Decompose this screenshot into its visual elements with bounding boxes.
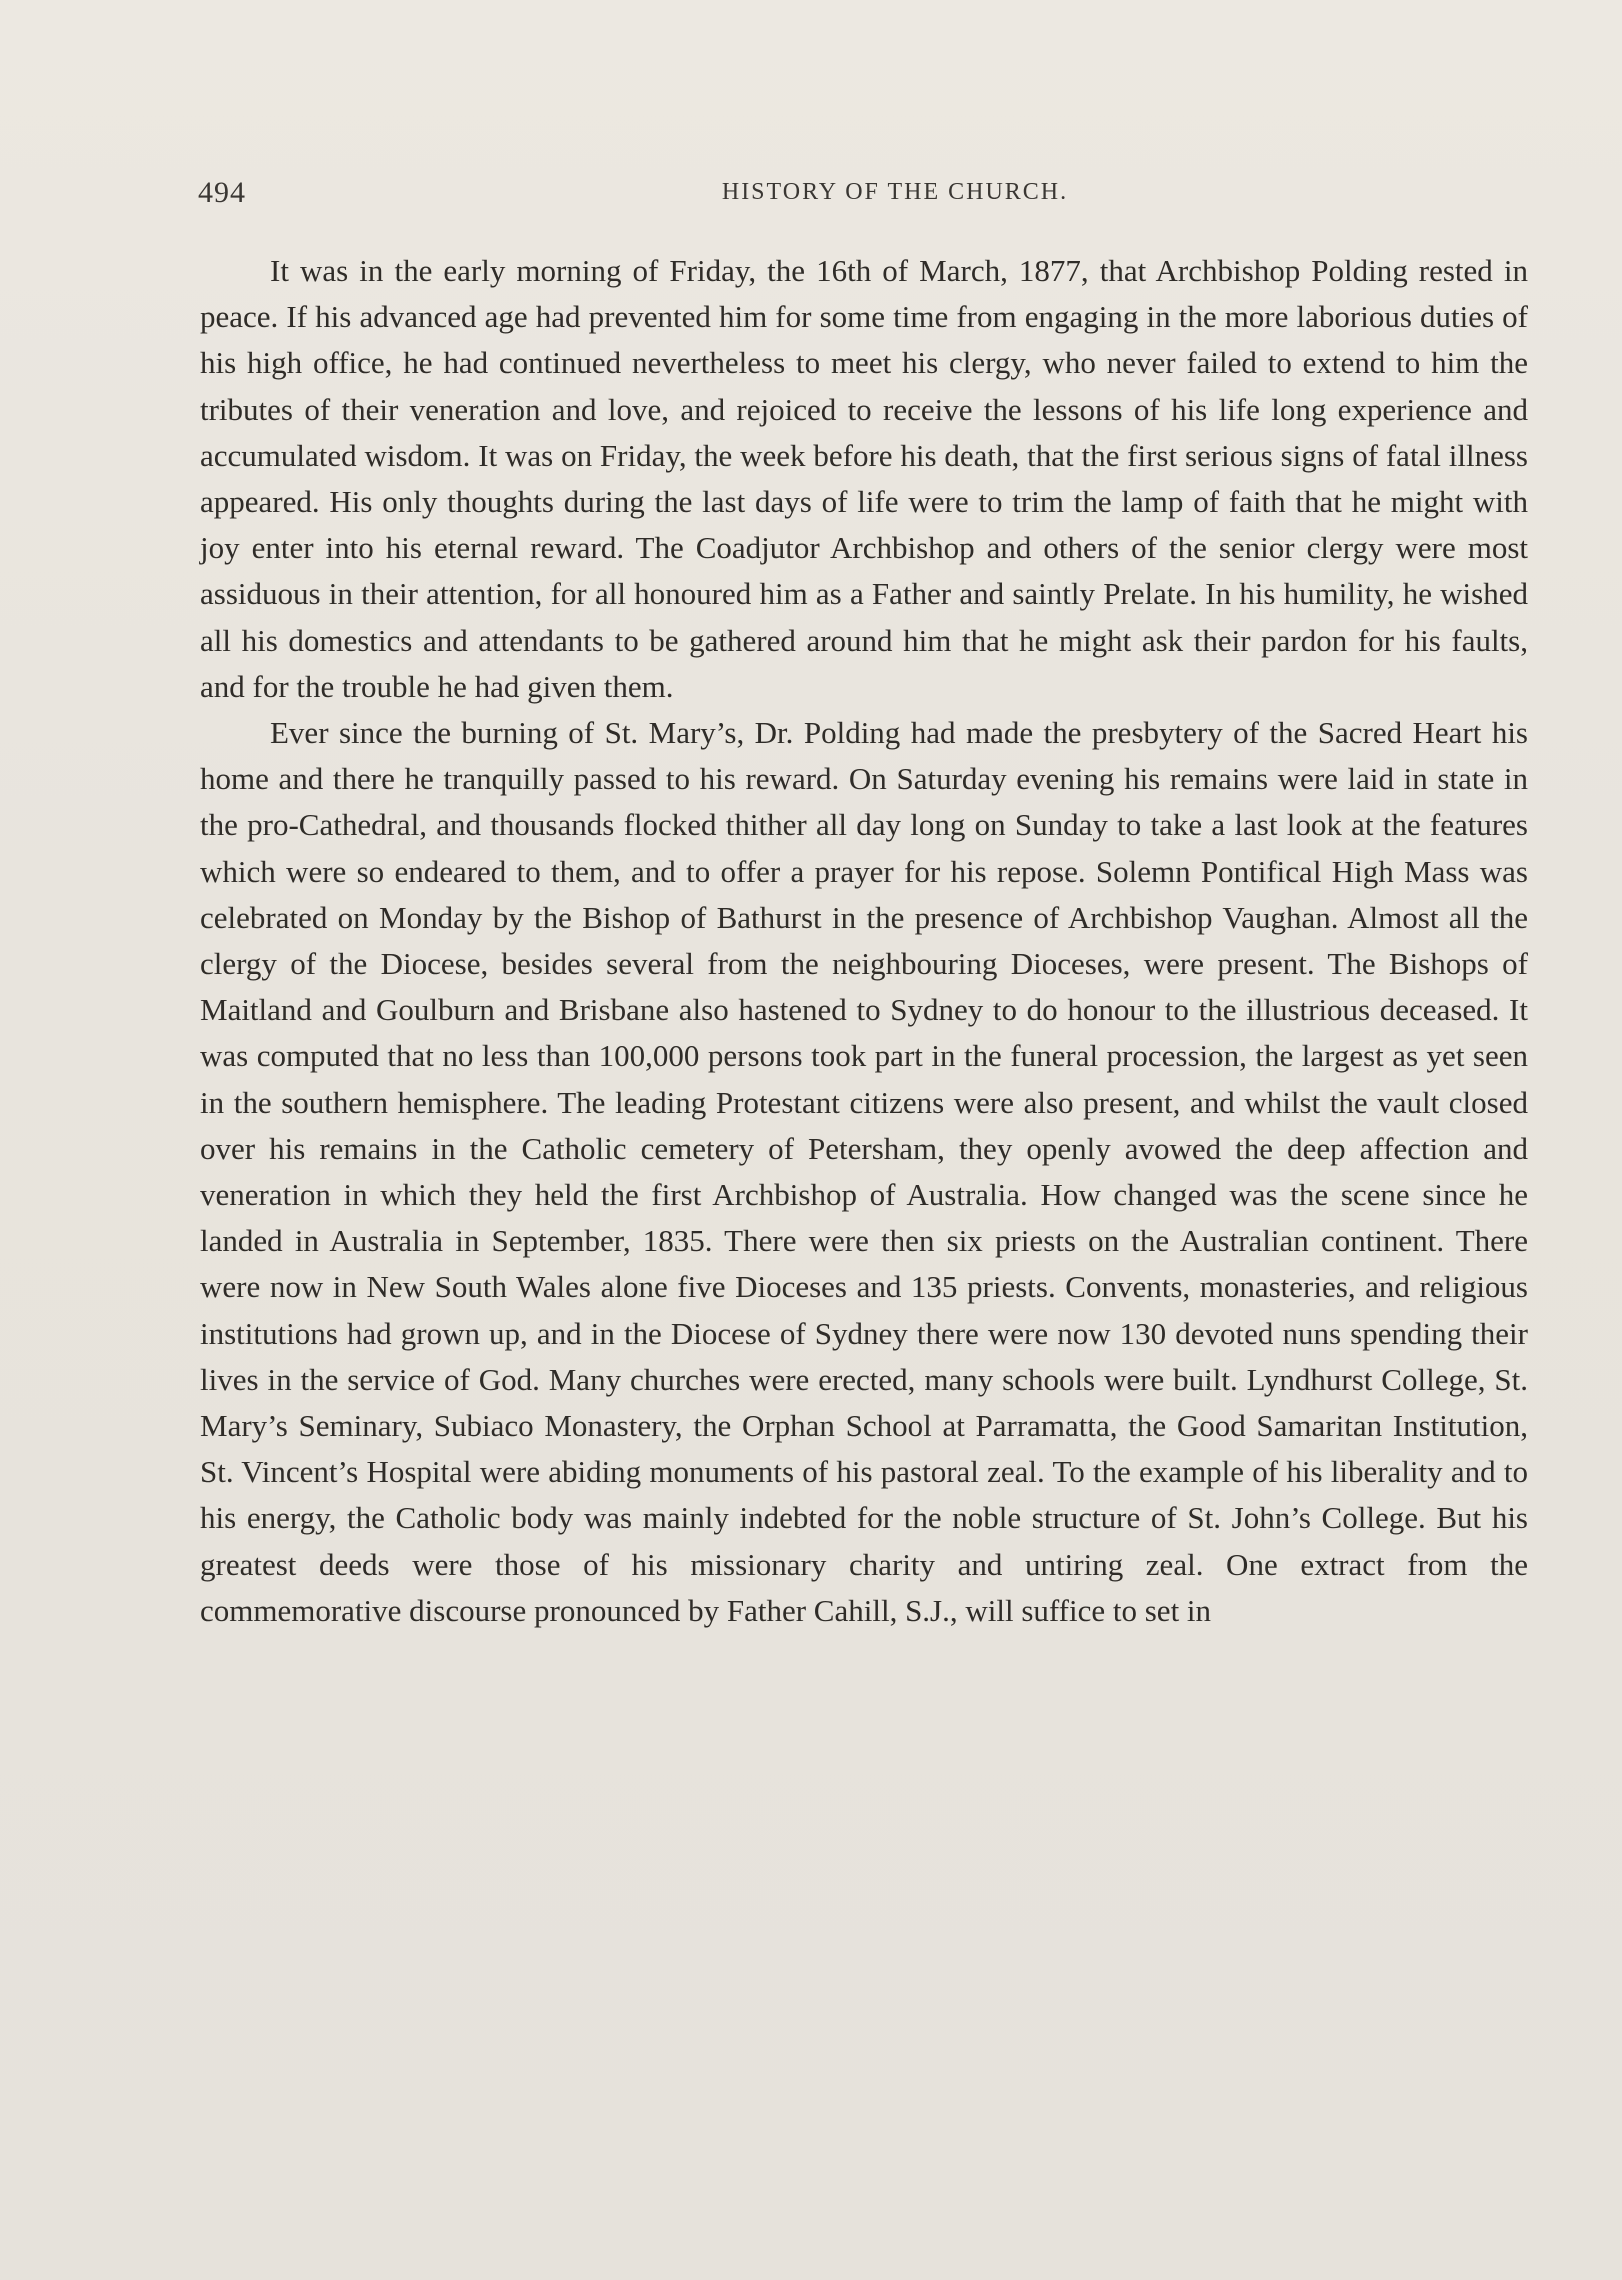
running-head xyxy=(198,176,1532,216)
paragraph: Ever since the burning of St. Mary’s, Dr. Polding had made the presbytery of the Sacred Heart his home and there he tranquilly passed to his reward. On Saturday evening his remains were laid in state in the pro-Cathedral, and thousands flocked thither all day long on Sunday to take a last look at the features which were so endeared to them, and to offer a prayer for his repose. Solemn Pontifical High Mass was celebrated on Monday by the Bishop of Bathurst in the presence of Archbishop Vaughan. Almost all the clergy of the Diocese, besides several from the neighbouring Dioceses, were present. The Bishops of Maitland and Goulburn and Brisbane also hastened to Sydney to do honour to the illustrious deceased. It was computed that no less than 100,000 persons took part in the funeral procession, the largest as yet seen in the southern hemisphere. The leading Protestant citizens were also present, and whilst the vault closed over his remains in the Catholic cemetery of Petersham, they openly avowed the deep affection and veneration in which they held the first Archbishop of Australia. How changed was the scene since he landed in Australia in September, 1835. There were then six priests on the Australian continent. There were now in New South Wales alone five Dioceses and 135 priests. Convents, monasteries, and religious institutions had grown up, and in the Diocese of Sydney there were now 130 devoted nuns spending their lives in the service of God. Many churches were erected, many schools were built. Lyndhurst College, St. Mary’s Seminary, Subiaco Monastery, the Orphan School at Parramatta, the Good Samaritan Institution, St. Vincent’s Hospital were abiding monuments of his pastoral zeal. To the example of his liberality and to his energy, the Catholic body was mainly indebted for the noble structure of St. John’s College. But his greatest deeds were those of his missionary charity and untiring zeal. One extract from the commemorative discourse pronounced by Father Cahill, S.J., will suffice to set in xyxy=(200,715,1528,1628)
body-text xyxy=(200,248,1528,1634)
page-number: 494 xyxy=(198,176,246,209)
running-title: HISTORY OF THE CHURCH. xyxy=(721,179,1069,205)
paragraph: It was in the early morning of Friday, the 16th of March, 1877, that Archbishop Polding rested in peace. If his advanced age had prevented him for some time from engaging in the more laborious duties of his high office, he had continued nevertheless to meet his clergy, who never failed to extend to him the tributes of their veneration and love, and rejoiced to receive the lessons of his life long experience and accumulated wisdom. It was on Friday, the week before his death, that the first serious signs of fatal illness appeared. His only thoughts during the last days of life were to trim the lamp of faith that he might with joy enter into his eternal reward. The Coadjutor Archbishop and others of the senior clergy were most assiduous in their attention, for all honoured him as a Father and saintly Prelate. In his humility, he wished all his domestics and attendants to be gathered around him that he might ask their pardon for his faults, and for the trouble he had given them. xyxy=(200,253,1528,704)
